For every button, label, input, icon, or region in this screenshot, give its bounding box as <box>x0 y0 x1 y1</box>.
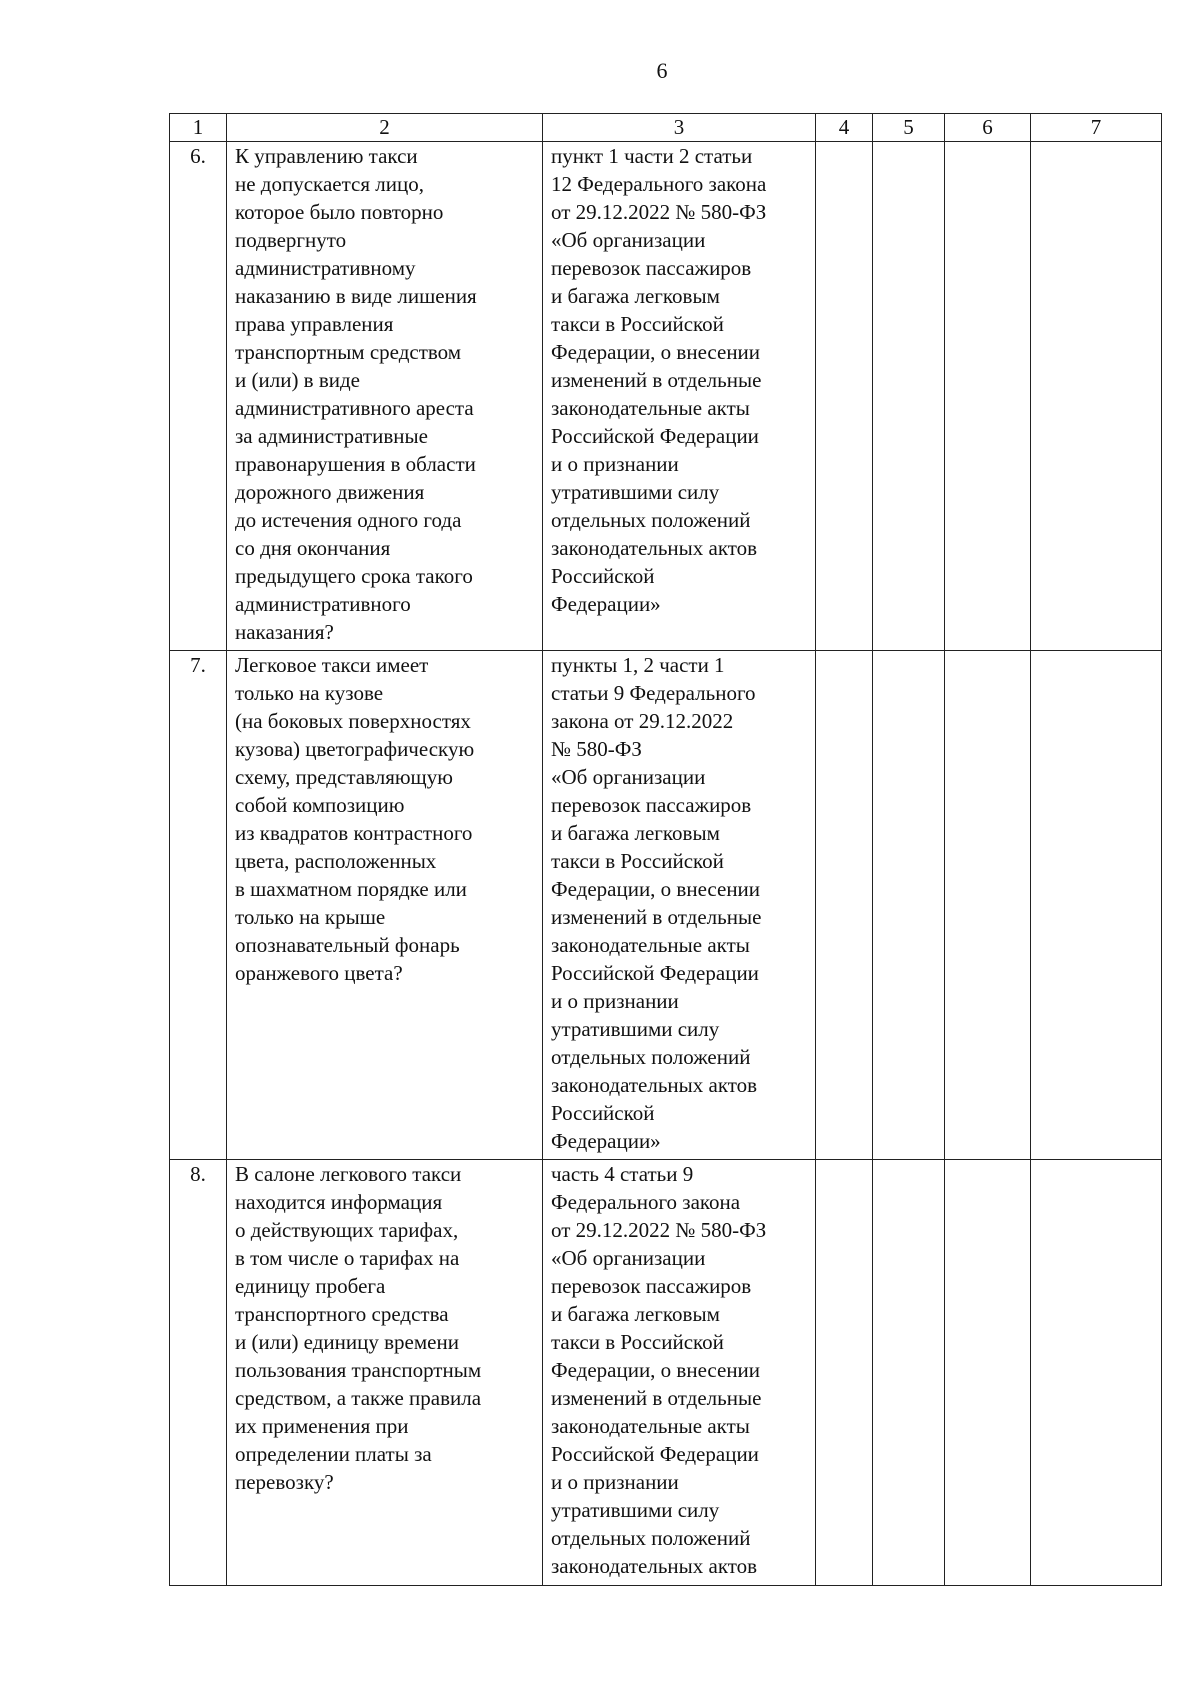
column-header-6: 6 <box>945 114 1031 142</box>
answer-cell-col4 <box>816 1160 873 1586</box>
answer-cell-col4 <box>816 142 873 651</box>
answer-cell-col5 <box>873 142 945 651</box>
column-header-4: 4 <box>816 114 873 142</box>
answer-cell-col7 <box>1031 1160 1162 1586</box>
table-row <box>170 142 1162 651</box>
question-cell: В салоне легкового такси находится информация о действующих тарифах, в том числе о тарифах на единицу пробега транспортного средства и (или) единицу времени пользования транспортным средством, а также правила их применения при определении платы за перевозку? <box>227 1160 543 1586</box>
answer-cell-col6 <box>945 1160 1031 1586</box>
answer-cell-col5 <box>873 1160 945 1586</box>
legal-reference-cell: часть 4 статьи 9 Федерального закона от 29.12.2022 № 580-ФЗ «Об организации перевозок пассажиров и багажа легковым такси в Российской Федерации, о внесении изменений в отдельные законодательные акты Российской Федерации и о признании утратившими силу отдельных положений законодательных актов <box>543 1160 816 1586</box>
column-header-3: 3 <box>543 114 816 142</box>
row-number: 8. <box>170 1160 227 1586</box>
column-header-5: 5 <box>873 114 945 142</box>
checklist-table <box>169 113 1162 1586</box>
row-number: 7. <box>170 651 227 1160</box>
question-cell: Легковое такси имеет только на кузове (на боковых поверхностях кузова) цветографическую схему, представляющую собой композицию из квадратов контрастного цвета, расположенных в шахматном порядке или только на крыше опознавательный фонарь оранжевого цвета? <box>227 651 543 1160</box>
table-row <box>170 651 1162 1160</box>
question-cell: К управлению такси не допускается лицо, которое было повторно подвергнуто административному наказанию в виде лишения права управления транспортным средством и (или) в виде административного ареста за административные правонарушения в области дорожного движения до истечения одного года со дня окончания предыдущего срока такого административного наказания? <box>227 142 543 651</box>
legal-reference-cell: пункт 1 части 2 статьи 12 Федерального закона от 29.12.2022 № 580-ФЗ «Об организации перевозок пассажиров и багажа легковым такси в Российской Федерации, о внесении изменений в отдельные законодательные акты Российской Федерации и о признании утратившими силу отдельных положений законодательных актов Российской Федерации» <box>543 142 816 651</box>
answer-cell-col7 <box>1031 142 1162 651</box>
column-header-2: 2 <box>227 114 543 142</box>
page-number: 6 <box>656 58 668 83</box>
legal-reference-cell: пункты 1, 2 части 1 статьи 9 Федерального закона от 29.12.2022 № 580-ФЗ «Об организации перевозок пассажиров и багажа легковым такси в Российской Федерации, о внесении изменений в отдельные законодательные акты Российской Федерации и о признании утратившими силу отдельных положений законодательных актов Российской Федерации» <box>543 651 816 1160</box>
row-number: 6. <box>170 142 227 651</box>
column-header-1: 1 <box>170 114 227 142</box>
answer-cell-col6 <box>945 142 1031 651</box>
answer-cell-col7 <box>1031 651 1162 1160</box>
header-row <box>170 114 1162 142</box>
answer-cell-col4 <box>816 651 873 1160</box>
column-header-7: 7 <box>1031 114 1162 142</box>
answer-cell-col6 <box>945 651 1031 1160</box>
answer-cell-col5 <box>873 651 945 1160</box>
table-row <box>170 1160 1162 1586</box>
